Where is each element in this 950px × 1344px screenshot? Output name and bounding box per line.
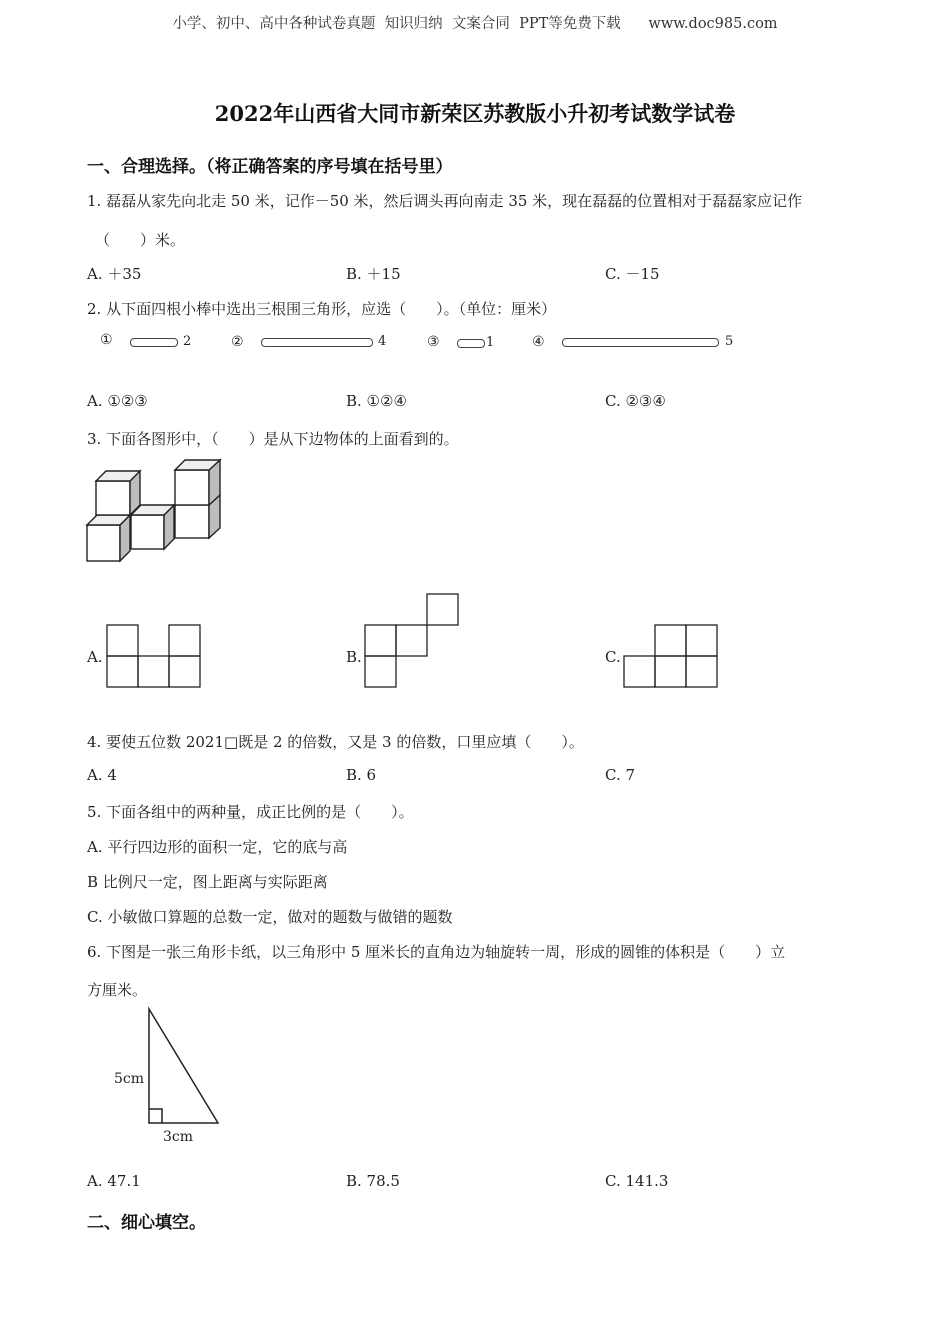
section-1-heading: 一、合理选择。（将正确答案的序号填在括号里） — [87, 157, 453, 177]
q5-option-a: A. 平行四边形的面积一定，它的底与高 — [87, 838, 348, 856]
stick-1-length: 2 — [183, 334, 192, 349]
q1-option-a: A. ＋35 — [87, 265, 142, 283]
q3-cube-stack-figure — [84, 455, 229, 567]
stick-4 — [562, 338, 719, 347]
q4-option-b: B. 6 — [346, 766, 377, 784]
stick-2-number: ② — [231, 334, 244, 350]
q2-option-c: C. ②③④ — [605, 392, 666, 410]
q5-option-c: C. 小敏做口算题的总数一定，做对的题数与做错的题数 — [87, 908, 453, 926]
stick-1-number: ① — [100, 332, 113, 348]
q2-text: 2. 从下面四根小棒中选出三根围三角形，应选（ ）。（单位：厘米） — [87, 300, 557, 318]
q3-option-a: A. — [87, 648, 103, 666]
section-2-heading: 二、细心填空。 — [87, 1213, 206, 1233]
stick-4-number: ④ — [532, 334, 545, 350]
q6-text-line2: 方厘米。 — [87, 981, 148, 999]
stick-1 — [130, 338, 178, 347]
q3-option-c-grid — [623, 624, 719, 689]
q6-option-c: C. 141.3 — [605, 1172, 669, 1190]
q1-text-line2: （ ）米。 — [95, 231, 186, 249]
stick-3 — [457, 339, 485, 348]
q4-option-a: A. 4 — [87, 766, 117, 784]
q1-option-b: B. ＋15 — [346, 265, 401, 283]
stick-2-length: 4 — [378, 334, 387, 349]
page-title: 2022年山西省大同市新荣区苏教版小升初考试数学试卷 — [214, 101, 736, 126]
q6-base-label: 3cm — [163, 1129, 194, 1145]
stick-3-length: 1 — [486, 335, 495, 350]
q6-triangle-figure — [145, 1005, 225, 1127]
q1-text-line1: 1. 磊磊从家先向北走 50 米，记作－50 米，然后调头再向南走 35 米，现在磊磊的位置相对于磊磊家应记作 — [87, 192, 803, 210]
page-header: 小学、初中、高中各种试卷真题 知识归纳 文案合同 PPT等免费下载 www.doc985.com — [172, 16, 778, 32]
q3-option-c: C. — [605, 648, 621, 666]
q6-option-a: A. 47.1 — [87, 1172, 141, 1190]
q5-option-b: B 比例尺一定，图上距离与实际距离 — [87, 873, 328, 891]
q3-option-b: B. — [346, 648, 362, 666]
q2-option-b: B. ①②④ — [346, 392, 407, 410]
stick-3-number: ③ — [427, 334, 440, 350]
q4-option-c: C. 7 — [605, 766, 636, 784]
q1-option-c: C. －15 — [605, 265, 660, 283]
q3-text: 3. 下面各图形中，（ ）是从下边物体的上面看到的。 — [87, 430, 459, 448]
q6-option-b: B. 78.5 — [346, 1172, 400, 1190]
q3-option-b-grid — [364, 593, 460, 689]
q2-option-a: A. ①②③ — [87, 392, 148, 410]
q5-text: 5. 下面各组中的两种量，成正比例的是（ ）。 — [87, 803, 414, 821]
stick-2 — [261, 338, 373, 347]
q6-text-line1: 6. 下图是一张三角形卡纸，以三角形中 5 厘米长的直角边为轴旋转一周，形成的圆锥的体积是（ ）立 — [87, 943, 786, 961]
q4-text: 4. 要使五位数 2021□既是 2 的倍数，又是 3 的倍数，口里应填（ ）。 — [87, 733, 584, 751]
stick-4-length: 5 — [725, 334, 734, 349]
q3-option-a-grid — [106, 624, 202, 689]
q6-side-label: 5cm — [114, 1071, 145, 1087]
